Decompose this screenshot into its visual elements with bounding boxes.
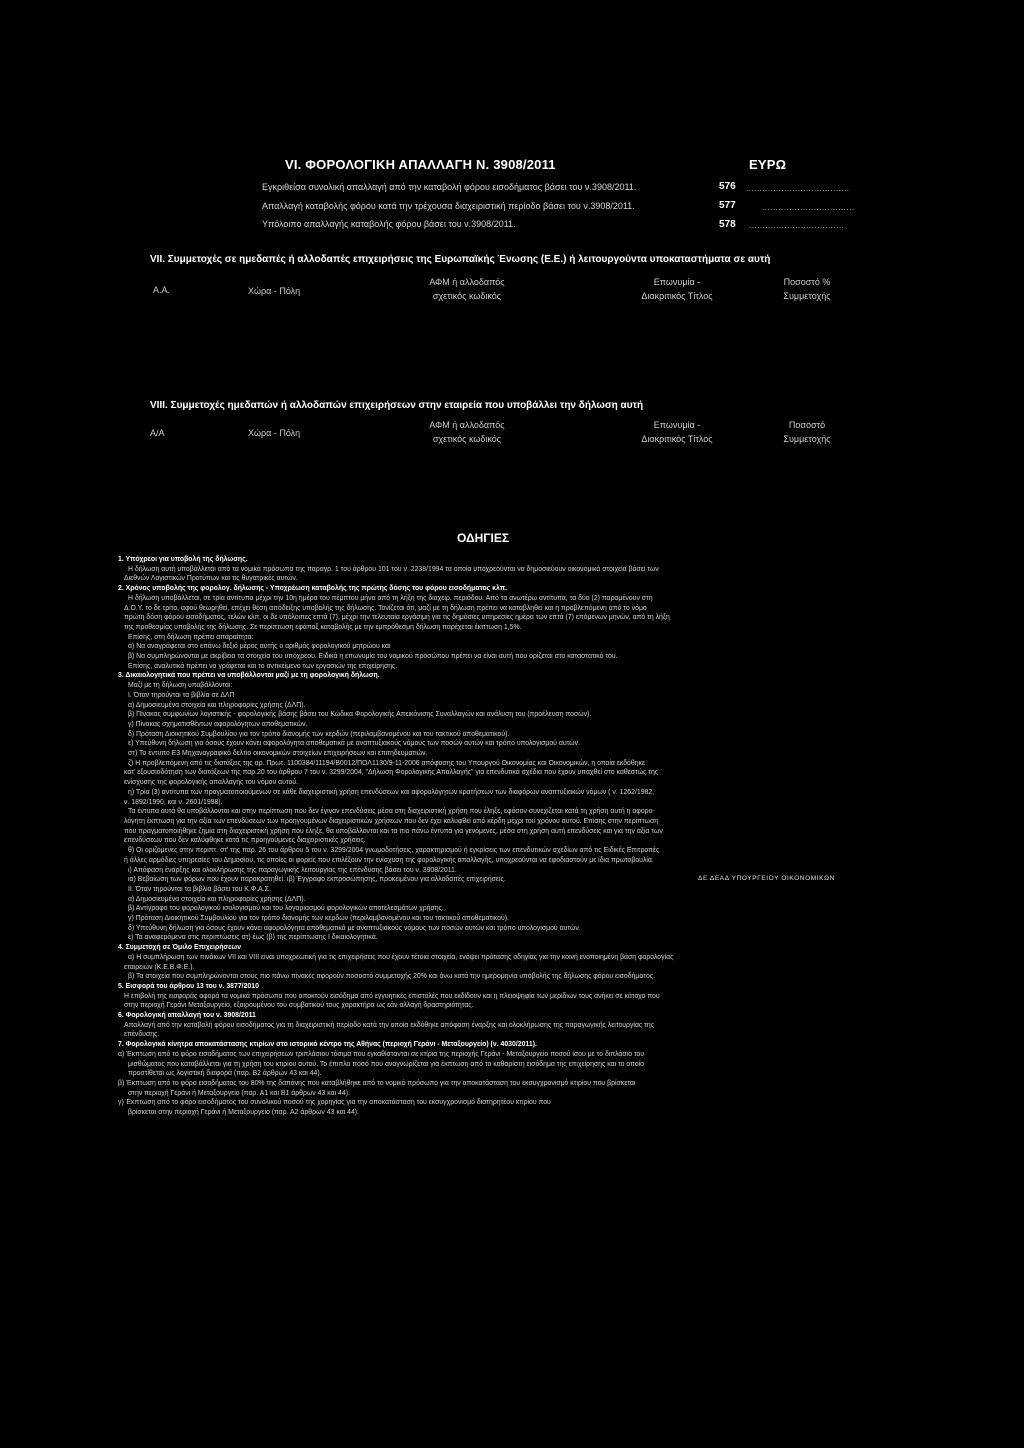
- s8-col-name-2: Διακριτικός Τίτλος: [641, 434, 713, 444]
- instruction-line: επένδυσης.: [124, 1031, 160, 1039]
- instruction-line: β) Πίνακας συμφωνίων λογιστικής - φορολογικής βάσης βάσει του Κώδικα Φορολογικής Απεικόνισης Συναλλαγών και ανάλυση του (προέλευση ποσών).: [128, 711, 592, 719]
- instruction-line: ενίσχυσης της φορολογικής απαλλαγής του νόμου αυτού.: [124, 779, 299, 787]
- s7-col-aa: Α.Α.: [153, 285, 171, 295]
- s8-col-pct-1: Ποσοστό: [788, 420, 826, 430]
- instruction-line: εταιρειών (Κ.Ε.Β.Φ.Ε.).: [124, 963, 195, 971]
- instruction-line: α) Δημοσιευμένα στοιχεία και πληροφορίες χρήσης (ΔΛΠ).: [128, 701, 306, 709]
- instruction-line: α) Έκπτωση από το φόρο εισοδήματος των επιχειρήσεων τριπλάσιου τόσιμα που εγκαθίστανται σε κτίρια της περιοχής Γεράνι - Μεταξουργείο ποσού ίσου με το διπλάσιο του: [118, 1050, 645, 1058]
- s7-col-afm-1: ΑΦΜ ή αλλοδαπός: [429, 277, 505, 287]
- instruction-line: γ) Πίνακας σχηματισθέντων αφορολόγητων αποθεματικών.: [128, 720, 308, 728]
- instruction-line: α) Η συμπλήρωση των πινάκων VII και VIII είναι υποχρεωτική για τις επιχειρήσεις που έχουν τέτοια στοιχεία, ενόψει πρότασης οδηγίας για την κοινή ενοποιημένη βάση φορολογίας: [128, 953, 674, 961]
- instruction-line: ι) Απόφαση έναρξης και ολοκλήρωσης της παραγωγικής λειτουργίας της επένδυσης βάσει του ν. 3908/2011.: [128, 866, 457, 874]
- instruction-line: γ) Πρόταση Διοικητικού Συμβουλίου για τον τρόπο διανομής των κερδών (περιλαμβανομένου και του τακτικού αποθεματικού).: [128, 915, 509, 923]
- s7-col-name-1: Επωνυμία -: [653, 277, 701, 287]
- s7-col-pct-2: Συμμετοχής: [783, 291, 831, 301]
- instruction-line: Ι. Όταν τηρούνται τα βιβλία σε ΔΛΠ: [128, 691, 235, 699]
- instruction-line: Μαζί με τη δήλωση υποβάλλονται:: [128, 682, 233, 690]
- instruction-line: Τα έντυπα αυτά θα υποβάλλονται και στην περίπτωση που δεν έγιναν επενδύσεις μέσα στη διαχειριστική χρήση που έληξε, εφόσον συνεχίζεται κατά τη χρήση αυτή η αφορο-: [128, 808, 655, 816]
- s7-col-country: Χώρα - Πόλη: [248, 286, 301, 296]
- instruction-line: βρίσκεται στην περιοχή Γεράνι ή Μεταξουργείο (παρ. Α2 άρθρων 43 και 44).: [128, 1109, 360, 1117]
- instruction-heading: 6. Φορολογική απαλλαγή του ν. 3908/2011: [118, 1012, 256, 1020]
- instruction-line: γ) Έκπτωση από το φόρο εισοδήματος του συνολικού ποσού της χορηγίας για την αποκατάσταση του εκσυγχρονισμό διατηρητέου κτιρίου που: [118, 1099, 551, 1107]
- instruction-heading: 4. Συμμετοχή σε Όμιλο Επιχειρήσεων: [118, 944, 242, 952]
- instruction-line: θ) Οι οριζόμενες στην περιπτ. στ' της παρ. 26 του άρθρου 5 του ν. 3299/2004 γνωμοδοτήσεις, χαρακτηρισμού ή εγκρίσεις των επενδυτικών σχεδίων από τις Ειδικές Επιτροπές: [128, 847, 660, 855]
- row-578-label: Υπόλοιπο απαλλαγής καταβολής φόρου βάσει του ν.3908/2011.: [262, 219, 516, 229]
- row-577-value[interactable]: ..................................: [762, 203, 855, 212]
- instruction-line: β) Αντίγραφο του φορολογικού ισολογισμού και του λογαριασμού φορολογικών αποτελεσμάτων χρήσης.: [128, 905, 444, 913]
- row-578-value[interactable]: ...................................: [749, 221, 845, 230]
- s7-col-afm-2: σχετικός κωδικός: [432, 291, 502, 301]
- instruction-line: Απαλλαγή από την καταβολή φόρου εισοδήματος για τη διαχειριστική περίοδο κατά την οποία εκδόθηκε απόφαση έναρξης και ολοκλήρωσης της παραγωγικής λειτουργίας της: [124, 1021, 655, 1029]
- section8-title: VIII. Συμμετοχές ημεδαπών ή αλλοδαπών επιχειρήσεων στην εταιρεία που υποβάλλει την δήλωση αυτή: [150, 400, 644, 411]
- instruction-line: Διεθνών Λογιστικών Προτύπων και τις θυγατρικές αυτών.: [124, 575, 298, 583]
- s8-col-aa: Α/Α: [150, 428, 165, 438]
- instruction-line: προστίθεται ως λογιστική διαφορά (παρ. Β2 άρθρων 43 και 44).: [128, 1070, 322, 1078]
- s8-col-afm-1: ΑΦΜ ή αλλοδαπός: [429, 420, 505, 430]
- row-577-label: Απαλλαγή καταβολής φόρου κατά την τρέχουσα διαχειριστική περίοδο βάσει του ν.3908/2011.: [262, 201, 635, 211]
- instruction-line: λόγητη έκπτωση για την αξία των επενδύσεων των προηγουμένων διαχειριστικών χρήσεων που δεν έχει καλυφθεί από κέρδη μέχρι του χρόνου αυτού. Επίσης στην περίπτωση: [124, 817, 659, 825]
- instruction-line: ια) Βεβαίωση των φόρων που έχουν παρακρατηθεί. ιβ) Έγγραφο εκπροσώπησης, προκειμένου για αλλοδαπές επιχειρήσεις.: [128, 876, 506, 884]
- instruction-line: Η δήλωση αυτή υποβάλλεται από τα νομικά πρόσωπα της παραγρ. 1 του άρθρου 101 του ν. 2238/1994 τα οποία υποχρεούνται να δημοσιεύουν οικονομικά στοιχεία βάσει των: [128, 565, 659, 573]
- row-576-code: 576: [719, 181, 736, 192]
- instruction-line: α) Δημοσιευμένα στοιχεία και πληροφορίες χρήσης (ΔΛΠ).: [128, 895, 306, 903]
- instruction-heading: 3. Δικαιολογητικά που πρέπει να υποβάλλονται μαζί με τη φορολογική δήλωση.: [118, 672, 380, 680]
- instruction-line: στην περιοχή Γεράνι Μεταξουργείο, εξαιρουμένου του συμβατικού τους χαρακτήρα ως εάν αλλαγή δραστηριότητας.: [124, 1002, 474, 1010]
- instructions-block: [118, 531, 848, 1118]
- instruction-line: ν. 1892/1990, και ν. 2601/1998).: [124, 798, 223, 806]
- instruction-line: Η επιβολή της εισφοράς αφορά τα νομικά πρόσωπα που αποκτούν εισόδημα από εγγυητικές επιστολές που εκδίδουν και η πλειοψηφία των μερίδιων τους ανήκει σε κάτοχο που: [124, 992, 660, 1000]
- instruction-line: η) Τρία (3) αντίτυπα των πραγματοποιούμενων σε κάθε διαχειριστική χρήση επενδύσεων και αφορολόγητων κρατήσεων των διαφόρων αναπτυξιακών νόμων ( ν. 1262/1982,: [128, 788, 655, 796]
- instruction-line: δ) Πρόταση Διοικητικού Συμβουλίου για τον τρόπο διανομής των κερδών (περιλαμβανομένου και του τακτικού αποθεματικού).: [128, 730, 510, 738]
- currency-label: ΕΥΡΩ: [749, 157, 787, 172]
- instruction-line: α) Να αναγράφεται στο επάνω δεξιό μέρος αυτής ο αριθμός φορολογικού μητρώου και: [128, 643, 391, 651]
- instruction-line: κατ' εξουσιοδότηση των διατάξεων της παρ.20 του άρθρου 7 του ν. 3299/2004, "Δήλωση Φορολογικής Απαλλαγής" για επενδυτικά σχέδια που έχουν υπαχθεί στο καθεστώς της: [124, 769, 659, 777]
- s8-col-name-1: Επωνυμία -: [653, 420, 701, 430]
- s7-col-name-2: Διακριτικός Τίτλος: [641, 291, 713, 301]
- instruction-heading: 5. Εισφορά του άρθρου 13 του ν. 3877/2010: [118, 982, 259, 990]
- s8-col-pct-2: Συμμετοχής: [783, 434, 831, 444]
- instruction-line: β) Τα στοιχεία που συμπληρώνονται στους πιο πάνω πίνακες αφορούν ποσοστό συμμετοχής 20% και άνω κατά την ημερομηνία υποβολής της δήλωσης φόρου εισοδήματος.: [128, 973, 656, 981]
- instruction-line: β) Να συμπληρώνονται με ακρίβεια τα στοιχεία του υπόχρεου. Ειδικά η επωνυμία του νομικού προσώπου πρέπει να είναι αυτή που ορίζεται στο καταστατικό του.: [128, 653, 618, 661]
- instruction-line: μισθώματος που καταβάλλεται για τη χρήση του κτιρίου αυτού. Το έπιπλο ποσό που αναγνωρίζεται για έκπτωση από το καθαρίστη εισόδημα της επιχείρησης και το οποίο: [128, 1060, 644, 1068]
- instruction-heading: 1. Υπόχρεοι για υποβολή της δήλωσης.: [118, 556, 248, 563]
- instruction-line: επενδύσεων που δεν καλύφθηκε κατά τις προηγούμενες διαχειριστικές χρήσεις.: [124, 837, 366, 845]
- instruction-line: πρώτη δόση φόρου εισοδήματος, τελών κλπ, οι δε υπόλοιπες επτά (7), μέχρι την τελευταία εργάσιμη για τις δημόσιες υπηρεσίες ημέρα των επτά (7) επόμενων μηνών, από τη λήξη: [124, 614, 670, 622]
- instruction-line: στην περιοχή Γεράνι ή Μεταξουργείο (παρ. Α1 και Β1 άρθρων 43 και 44).: [128, 1089, 350, 1097]
- instruction-line: Επίσης, αναλυτικά πρέπει να γράφεται και το αντικείμενο των εργασιών της επιχείρησης.: [128, 662, 398, 670]
- instruction-line: που πραγματοποιήθηκε ζημία στη διαχειριστική χρήση που έληξε, θα υποβάλλονται και τα πιο πάνω έντυπα για γενόμενες, μέσα στη χρήση αυτή επενδύσεις και για την αξία των: [124, 827, 663, 835]
- instruction-line: Δ.Ο.Υ. το δε τρίτο, αφού θεωρηθεί, επέχει θέση απόδειξης υποβολής της δήλωσης. Τονίζεται ότι, μαζί με τη δήλωση πρέπει να καταβληθεί και η προβλεπόμενη από το νόμο: [124, 604, 647, 612]
- instruction-line: ζ) Η προβλεπόμενη από τις διατάξεις της αρ. Πρωτ. 1100384/11194/Β0012/ΠΟΛ1130/9-11-2006 απόφασης του Υπουργού Οικονομίας και Οικονομικών, η οποία εκδόθηκε: [128, 759, 646, 767]
- instructions-title: ΟΔΗΓΙΕΣ: [456, 531, 510, 545]
- instructions-lines: [118, 555, 848, 1118]
- row-576-label: Εγκριθείσα συνολική απαλλαγή από την καταβολή φόρου εισοδήματος βάσει του ν.3908/2011.: [262, 182, 637, 192]
- section7-title: VII. Συμμετοχές σε ημεδαπές ή αλλοδαπές επιχειρήσεις της Ευρωπαϊκής Ένωσης (Ε.Ε.) ή λειτουργούντα υποκαταστήματα σε αυτή: [150, 254, 771, 265]
- instruction-heading: 7. Φορολογικά κίνητρα αποκατάστασης κτιρίων στο ιστορικό κέντρο της Αθήνας (περιοχή Γεράνι - Μεταξουργείο) (ν. 4030/2011).: [118, 1041, 537, 1049]
- instruction-line: Η δήλωση υποβάλλεται, σε τρία αντίτυπα μέχρι την 10η ημέρα του πέμπτου μήνα από τη λήξη της διαχειρ. περιόδου. Από τα ανωτέρω αντίτυπα, τα δύο (2) παραμένουν στη: [128, 594, 653, 602]
- instruction-line: στ) Το έντυπο Ε3 Μηχανογραφικό δελτίο οικονομικών στοιχείων επιχειρήσεων και επιτηδευματιών.: [128, 750, 428, 758]
- s8-col-country: Χώρα - Πόλη: [248, 428, 301, 438]
- instruction-line: ε) Υπεύθυνη δήλωση για όσους έχουν κάνει αφορολόγητα αποθεματικά με αναπτυξιακούς νόμους των ποσών αυτών και τρόπο υπολογισμού αυτών.: [128, 740, 580, 748]
- s8-col-afm-2: σχετικός κωδικός: [432, 434, 502, 444]
- instruction-line: δ) Υπεύθυνη δήλωση για όσους έχουν κάνει αφορολόγητα αποθεματικά με αναπτυξιακούς νόμους των ποσών αυτών και τρόπο υπολογισμού αυτών.: [128, 924, 581, 932]
- instruction-line: β) Έκπτωση από το φόρο εισοδήματος του 80% της δαπάνης που καταβλήθηκε από το νομικό πρόσωπο για την αποκατάσταση του εκσυγχρονισμό κτιρίου που βρίσκεται: [118, 1079, 636, 1087]
- s7-col-pct-1: Ποσοστό %: [783, 277, 831, 287]
- row-576-value[interactable]: ......................................: [746, 184, 850, 193]
- section6-title: VI. ΦΟΡΟΛΟΓΙΚΗ ΑΠΑΛΛΑΓΗ Ν. 3908/2011: [285, 157, 556, 172]
- instruction-line: ε) Τα αναφερόμενα στις περιπτώσεις στ) έως (β) της περίπτωσης Ι δικαιολογητικά.: [128, 934, 378, 942]
- footer-ministry: ΔΕ ΔΕΑΔ ΥΠΟΥΡΓΕΙΟΥ ΟΙΚΟΝΟΜΙΚΩΝ: [698, 875, 835, 882]
- instruction-line: ή άλλες αρμόδιες υπηρεσίες του Δημοσίου, τις οποίες οι φορείς που επιλέξουν την ενίσχυση της φορολογικής απαλλαγής, υποχρεούνται να εφοδιαστούν με ίδια πρωτοβουλία.: [124, 856, 654, 864]
- instruction-line: της προθεσμίας υποβολής της δήλωσης. Σε περίπτωση εφάπαξ καταβολής με την εμπρόθεσμη δήλωση παρέχεται έκπτωση 1,5%.: [124, 623, 522, 631]
- instruction-line: ΙΙ. Όταν τηρούνται τα βιβλία βάσει του Κ.Φ.Α.Σ.: [128, 885, 271, 893]
- instruction-heading: 2. Χρόνος υποβολής της φορολογ. δήλωσης - Υποχρέωση καταβολής της πρώτης δόσης του φόρου εισοδήματος κλπ.: [118, 585, 508, 593]
- instruction-line: Επίσης, στη δήλωση πρέπει απαραίτητα:: [128, 633, 254, 641]
- row-577-code: 577: [719, 200, 736, 211]
- row-578-code: 578: [719, 219, 736, 230]
